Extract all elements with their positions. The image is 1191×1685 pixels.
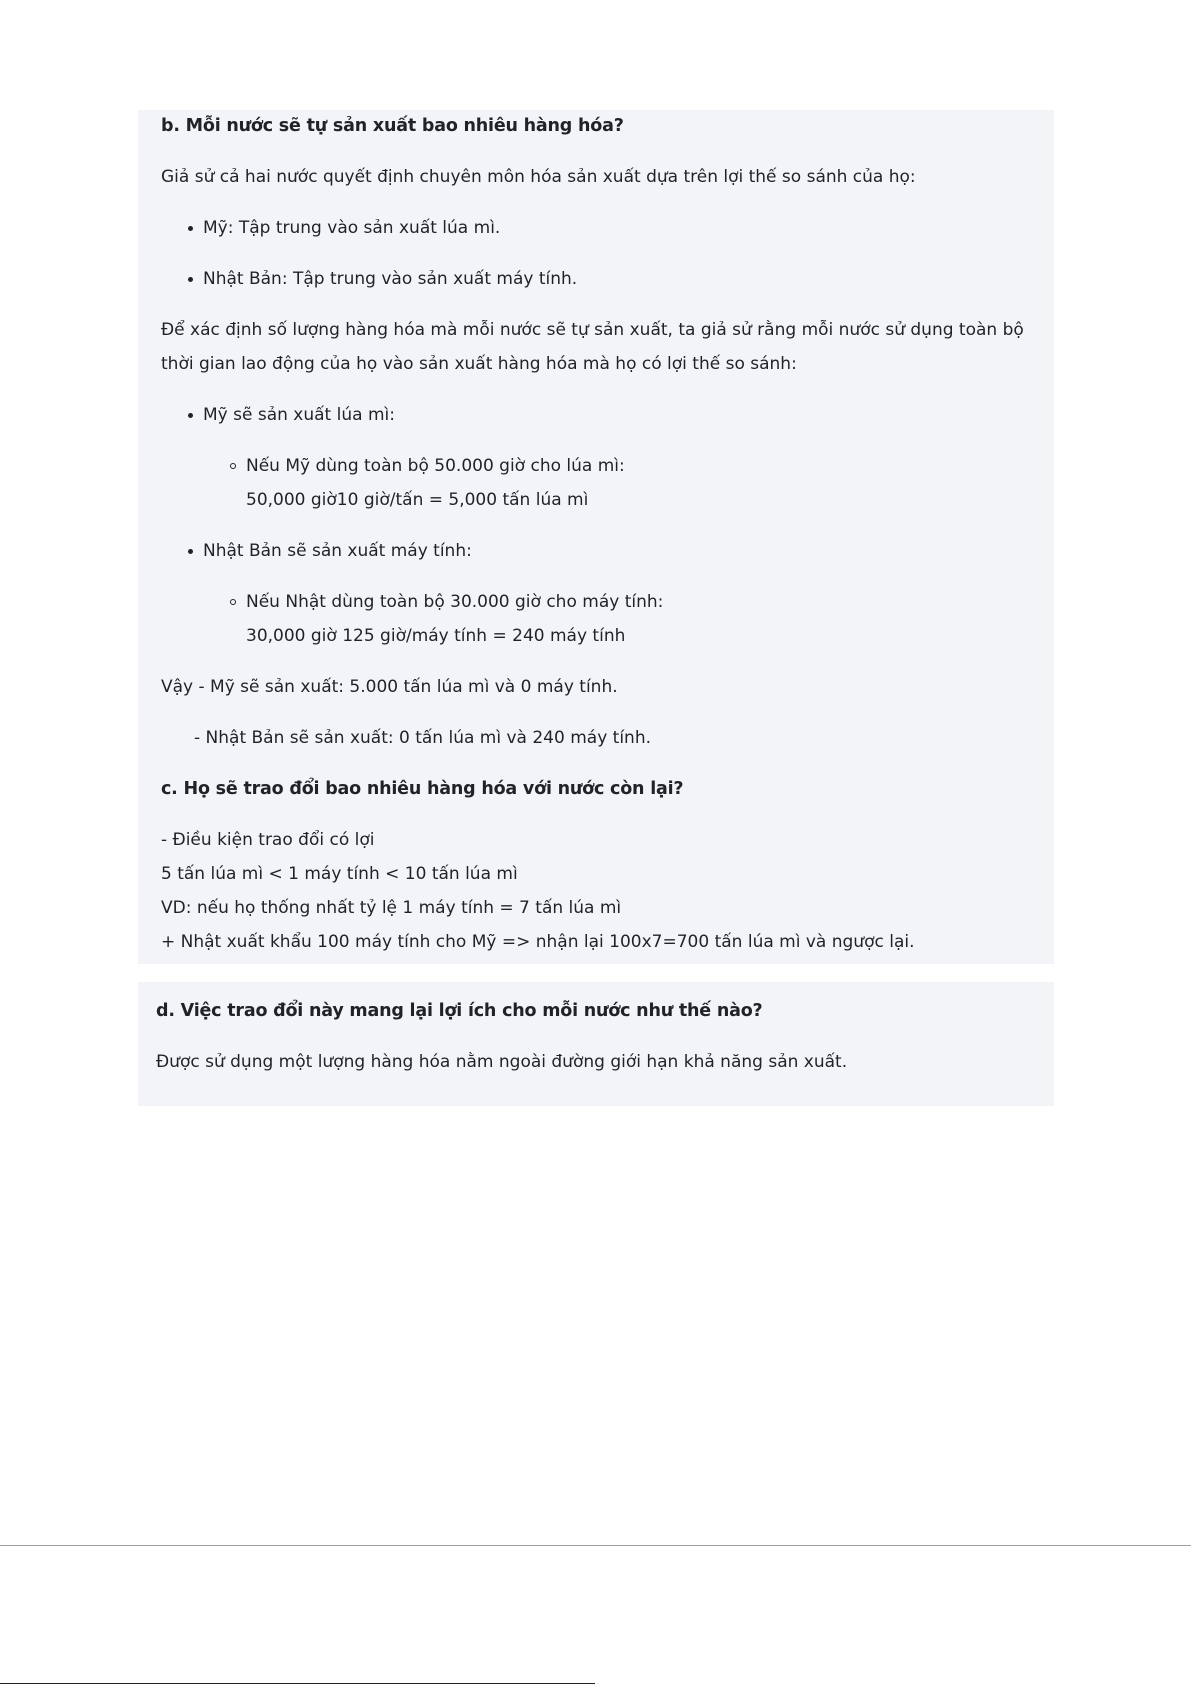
trade-condition-range: 5 tấn lúa mì < 1 máy tính < 10 tấn lúa mì — [161, 864, 518, 884]
heading-b: b. Mỗi nước sẽ tự sản xuất bao nhiêu hàng hóa? — [161, 116, 624, 136]
japan-calculation: 30,000 giờ 125 giờ/máy tính = 240 máy tính — [246, 626, 626, 646]
heading-c: c. Họ sẽ trao đổi bao nhiêu hàng hóa với nước còn lại? — [161, 779, 684, 799]
answer-panel-bc — [138, 110, 1054, 964]
conclusion-us: Vậy - Mỹ sẽ sản xuất: 5.000 tấn lúa mì và 0 máy tính. — [161, 677, 618, 697]
trade-example-detail: + Nhật xuất khẩu 100 máy tính cho Mỹ => nhận lại 100x7=700 tấn lúa mì và ngược lại. — [161, 932, 915, 952]
bullet-us-production: Mỹ sẽ sản xuất lúa mì: — [203, 405, 395, 425]
bullet-japan-production: Nhật Bản sẽ sản xuất máy tính: — [203, 541, 472, 561]
bullet-japan-focus: Nhật Bản: Tập trung vào sản xuất máy tính. — [203, 269, 578, 289]
page-divider — [0, 1545, 1191, 1546]
explanation-line-2: thời gian lao động của họ vào sản xuất hàng hóa mà họ có lợi thế so sánh: — [161, 354, 797, 374]
answer-d: Được sử dụng một lượng hàng hóa nằm ngoài đường giới hạn khả năng sản xuất. — [156, 1052, 848, 1072]
sub-bullet-japan-hours: Nếu Nhật dùng toàn bộ 30.000 giờ cho máy tính: — [246, 592, 664, 612]
answer-panel-d — [138, 982, 1054, 1106]
sub-bullet-us-hours: Nếu Mỹ dùng toàn bộ 50.000 giờ cho lúa mì: — [246, 456, 625, 476]
bullet-us-focus: Mỹ: Tập trung vào sản xuất lúa mì. — [203, 218, 501, 238]
explanation-line-1: Để xác định số lượng hàng hóa mà mỗi nước sẽ tự sản xuất, ta giả sử rằng mỗi nước sử dụng toàn bộ — [161, 320, 1024, 340]
trade-condition-title: - Điều kiện trao đổi có lợi — [161, 830, 375, 850]
us-calculation: 50,000 giờ10 giờ/tấn = 5,000 tấn lúa mì — [246, 490, 589, 510]
intro-text: Giả sử cả hai nước quyết định chuyên môn hóa sản xuất dựa trên lợi thế so sánh của họ: — [161, 167, 916, 187]
conclusion-japan: - Nhật Bản sẽ sản xuất: 0 tấn lúa mì và 240 máy tính. — [194, 728, 651, 748]
heading-d: d. Việc trao đổi này mang lại lợi ích cho mỗi nước như thế nào? — [156, 1001, 763, 1021]
trade-example: VD: nếu họ thống nhất tỷ lệ 1 máy tính = 7 tấn lúa mì — [161, 898, 622, 918]
footnote-rule — [0, 1683, 595, 1684]
